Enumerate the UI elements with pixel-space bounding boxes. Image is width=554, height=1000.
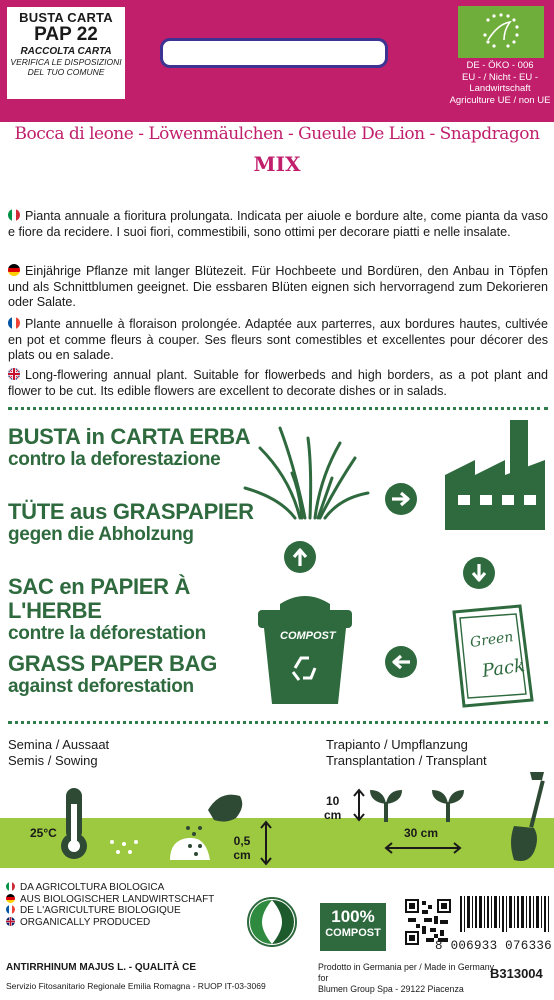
variety-name-field xyxy=(160,38,388,68)
green-dot-logo-icon xyxy=(246,896,298,948)
grass-paper-it xyxy=(8,425,258,470)
seeds-icon xyxy=(102,830,152,860)
description-fr-text: Plante annuelle à floraison prolongée. Adaptée aux parterres, aux bordures hautes, cultivée en pot et comme fleurs à couper. Ses fleurs sont comestibles et excellentes pour décorer des plats ou en salade. xyxy=(8,317,548,362)
eu-code-line: DE - ÖKO - 006 xyxy=(466,60,534,71)
description-it-text: Pianta annuale a fioritura prolungata. Indicata per aiuole e bordure alte, come pianta da vaso e fiore da recidere. I suoi fiori, commestibili, sono ottimi per decorare piatti e nelle insalate. xyxy=(8,209,548,239)
paper-disposal-box xyxy=(6,6,126,100)
sowing-depth xyxy=(230,834,254,862)
made-in-line-1: Prodotto in Germania per / Made in Germany for xyxy=(318,962,495,983)
compost-bin-icon xyxy=(250,592,360,707)
arrow-down-icon xyxy=(462,556,496,590)
grass-paper-en-sub: against deforestation xyxy=(8,676,194,697)
sowing-label-1: Semina / Aussaat xyxy=(8,737,110,752)
sowing-temperature: 25°C xyxy=(30,826,57,840)
arrow-up-icon xyxy=(283,540,317,574)
barcode-digits: 8 006933 076336 xyxy=(434,939,552,953)
eu-agriculture-line: Landwirtschaft xyxy=(469,83,531,94)
seedlings-icon xyxy=(366,782,476,824)
compost-pct: 100% xyxy=(331,907,375,926)
transplant-label-1: Trapianto / Umpflanzung xyxy=(326,737,468,752)
shovel-icon xyxy=(500,770,552,866)
transplant-height xyxy=(324,794,341,822)
made-in-info xyxy=(318,962,498,995)
dotted-divider-top xyxy=(8,407,548,410)
description-it xyxy=(8,209,548,240)
italy-flag-icon xyxy=(8,209,20,221)
grass-paper-fr xyxy=(8,575,268,644)
description-fr xyxy=(8,317,548,364)
uk-flag-icon xyxy=(8,368,20,380)
arrow-left-icon xyxy=(384,645,418,679)
grass-paper-en xyxy=(8,652,258,697)
sowing-label-2: Semis / Sowing xyxy=(8,753,98,768)
product-title: Bocca di leone - Löwenmäulchen - Gueule De Lion - Snapdragon xyxy=(14,124,540,144)
grass-icon xyxy=(240,418,370,528)
product-sku: B313004 xyxy=(490,966,543,981)
sowing-depth-value: 0,5 xyxy=(233,834,251,848)
pap-code: PAP 22 xyxy=(34,24,98,45)
grass-paper-it-heading: BUSTA in CARTA ERBA xyxy=(8,424,251,449)
grass-paper-fr-heading: SAC en PAPIER À L'HERBE xyxy=(8,574,191,623)
factory-icon xyxy=(440,420,550,535)
busta-carta-label: BUSTA CARTA xyxy=(19,10,113,25)
grass-paper-de-heading: TÜTE aus GRASPAPIER xyxy=(8,499,254,524)
depth-arrow-icon xyxy=(258,818,274,868)
compost-100-badge xyxy=(320,903,386,951)
green-pack-icon xyxy=(448,604,538,708)
origin-fr-text: DE L'AGRICULTURE BIOLOGIQUE xyxy=(20,905,181,916)
italy-flag-icon xyxy=(6,882,15,891)
transplant-spacing: 30 cm xyxy=(404,826,439,840)
product-variety: MIX xyxy=(253,152,301,176)
compost-word: COMPOST xyxy=(325,927,381,939)
grass-paper-en-heading: GRASS PAPER BAG xyxy=(8,651,218,676)
arrow-right-icon xyxy=(384,482,418,516)
grass-paper-de-sub: gegen die Abholzung xyxy=(8,524,194,545)
dotted-divider-bottom xyxy=(8,721,548,724)
grass-paper-it-sub: contro la deforestazione xyxy=(8,449,221,470)
origin-de-text: AUS BIOLOGISCHER LANDWIRTSCHAFT xyxy=(20,893,215,905)
comune-label: DEL TUO COMUNE xyxy=(27,67,105,77)
height-arrow-icon xyxy=(352,788,366,822)
latin-name: ANTIRRHINUM MAJUS L. - QUALITÀ CE xyxy=(6,962,196,973)
origin-en-text: ORGANICALLY PRODUCED xyxy=(20,916,151,928)
raccolta-carta-label: RACCOLTA CARTA xyxy=(20,46,112,57)
verifica-label: VERIFICA LE DISPOSIZIONI xyxy=(10,57,122,67)
germany-flag-icon xyxy=(8,264,20,276)
eu-organic-code xyxy=(446,60,554,120)
description-en-text: Long-flowering annual plant. Suitable for flowerbeds and high borders, as a pot plant and flower to be cut. Its edible flowers are excellent to decorate dishes or in salads. xyxy=(8,368,548,398)
grass-paper-fr-sub: contre la déforestation xyxy=(8,623,206,644)
phytosanitary-service: Servizio Fitosanitario Regionale Emilia Romagna - RUOP IT-03-3069 xyxy=(6,981,266,991)
transplant-height-unit: cm xyxy=(324,808,342,822)
made-in-line-2: Blumen Group Spa - 29122 Piacenza xyxy=(318,984,464,994)
compost-bin-label: COMPOST xyxy=(280,630,336,642)
green-pack-label-2: Pack xyxy=(480,655,527,682)
uk-flag-icon xyxy=(6,917,15,926)
eu-origin-line: EU - / Nicht - EU - xyxy=(461,71,538,83)
green-pack-label-1: Green xyxy=(469,629,515,651)
description-de-text: Einjährige Pflanze mit langer Blütezeit. Für Hochbeete und Bordüren, den Anbau in Töpfen und als Schnittblumen geeignet. Die essbaren Blüten eignen sich hervorragend zum Dekorieren oder Salate. xyxy=(8,264,548,309)
eu-agriculture-line-en: Agriculture UE / non UE xyxy=(449,94,551,106)
description-en xyxy=(8,368,548,399)
origin-it-text: DA AGRICOLTURA BIOLOGICA xyxy=(20,882,165,893)
thermometer-icon xyxy=(56,786,92,862)
germany-flag-icon xyxy=(6,894,15,903)
france-flag-icon xyxy=(6,905,15,914)
origin-it xyxy=(6,882,306,894)
grass-paper-de xyxy=(8,500,258,545)
barcode-icon xyxy=(460,896,552,932)
transplant-label xyxy=(326,737,487,769)
transplant-label-2: Transplantation / Transplant xyxy=(326,753,487,768)
description-de xyxy=(8,264,548,311)
france-flag-icon xyxy=(8,317,20,329)
sowing-depth-unit: cm xyxy=(233,848,251,862)
eu-organic-leaf-icon xyxy=(458,6,544,58)
sowing-label xyxy=(8,737,109,769)
transplant-height-value: 10 xyxy=(325,794,340,808)
spacing-arrow-icon xyxy=(382,838,464,858)
